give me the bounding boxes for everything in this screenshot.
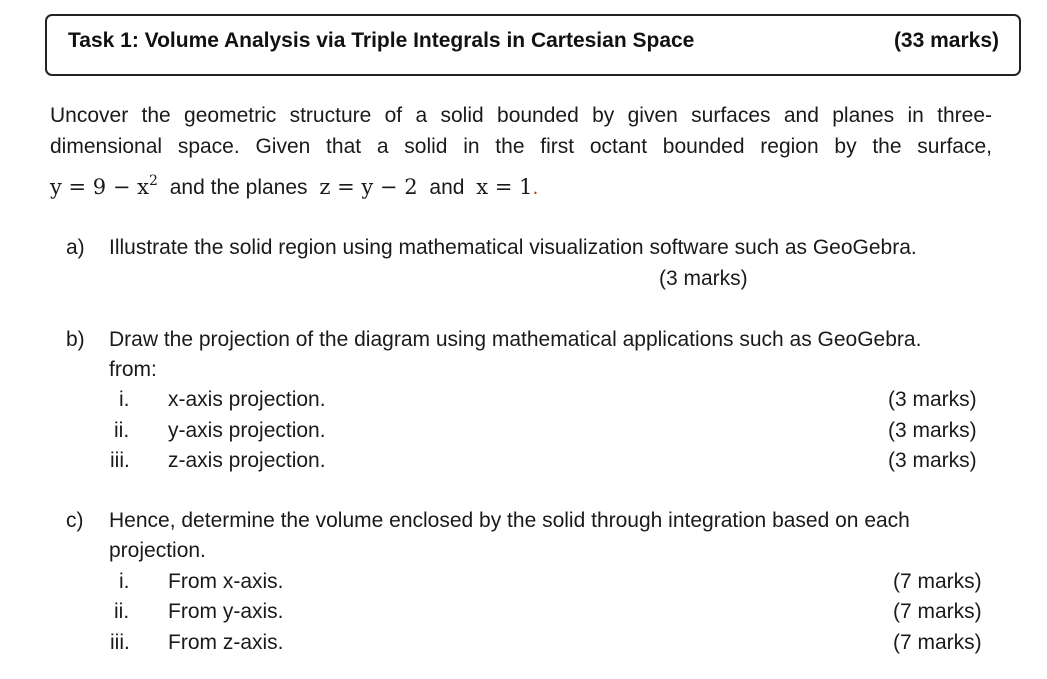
plane-equation-1: z = y − 2: [319, 175, 418, 199]
plane-equation-2: x = 1: [476, 175, 533, 199]
part-b-item-2-num: ii.: [114, 419, 130, 442]
part-b-letter: b): [66, 328, 85, 351]
part-c-item-3-text: From z-axis.: [168, 631, 284, 654]
part-b-item-3-text: z-axis projection.: [168, 449, 326, 472]
task-title: Task 1: Volume Analysis via Triple Integrals in Cartesian Space: [68, 29, 695, 52]
part-a-marks: (3 marks): [659, 267, 748, 290]
part-c-item-2-num: ii.: [114, 600, 130, 623]
part-b-item-1-text: x-axis projection.: [168, 388, 326, 411]
part-c-item-3-num: iii.: [110, 631, 130, 654]
part-b-item-2-text: y-axis projection.: [168, 419, 326, 442]
part-b-text: Draw the projection of the diagram using mathematical applications such as GeoGebra.: [109, 328, 922, 351]
task-header-box: [45, 14, 1021, 76]
intro-line-2: dimensional space. Given that a solid in the first octant bounded region by the surface,: [50, 135, 992, 158]
part-c-item-1-marks: (7 marks): [893, 570, 982, 593]
part-b-item-3-num: iii.: [110, 449, 130, 472]
part-c-item-1-num: i.: [119, 570, 130, 593]
part-b-from: from:: [109, 358, 157, 381]
part-b-item-3-marks: (3 marks): [888, 449, 977, 472]
intro-line-1: Uncover the geometric structure of a solid bounded by given surfaces and planes in three-: [50, 104, 992, 127]
part-c-text-2: projection.: [109, 539, 206, 562]
intro-line-3: [50, 166, 992, 203]
part-c-item-2-text: From y-axis.: [168, 600, 284, 623]
task-total-marks: (33 marks): [893, 29, 999, 52]
intro-and-planes: and the planes: [169, 176, 308, 199]
part-a-letter: a): [66, 236, 85, 259]
part-b-item-1-num: i.: [119, 388, 130, 411]
part-c-item-1-text: From x-axis.: [168, 570, 284, 593]
part-c-letter: c): [66, 509, 84, 532]
intro-and: and: [429, 176, 465, 199]
part-c-text: Hence, determine the volume enclosed by the solid through integration based on each: [109, 509, 910, 532]
part-c-item-3-marks: (7 marks): [893, 631, 982, 654]
part-c-item-2-marks: (7 marks): [893, 600, 982, 623]
part-b-item-1-marks: (3 marks): [888, 388, 977, 411]
part-b-item-2-marks: (3 marks): [888, 419, 977, 442]
problem-statement: [50, 100, 992, 203]
intro-period: .: [532, 176, 539, 199]
part-a-text: Illustrate the solid region using mathematical visualization software such as GeoGebra.: [109, 236, 917, 259]
surface-equation: $y = 9 - x^2$: [50, 173, 158, 199]
